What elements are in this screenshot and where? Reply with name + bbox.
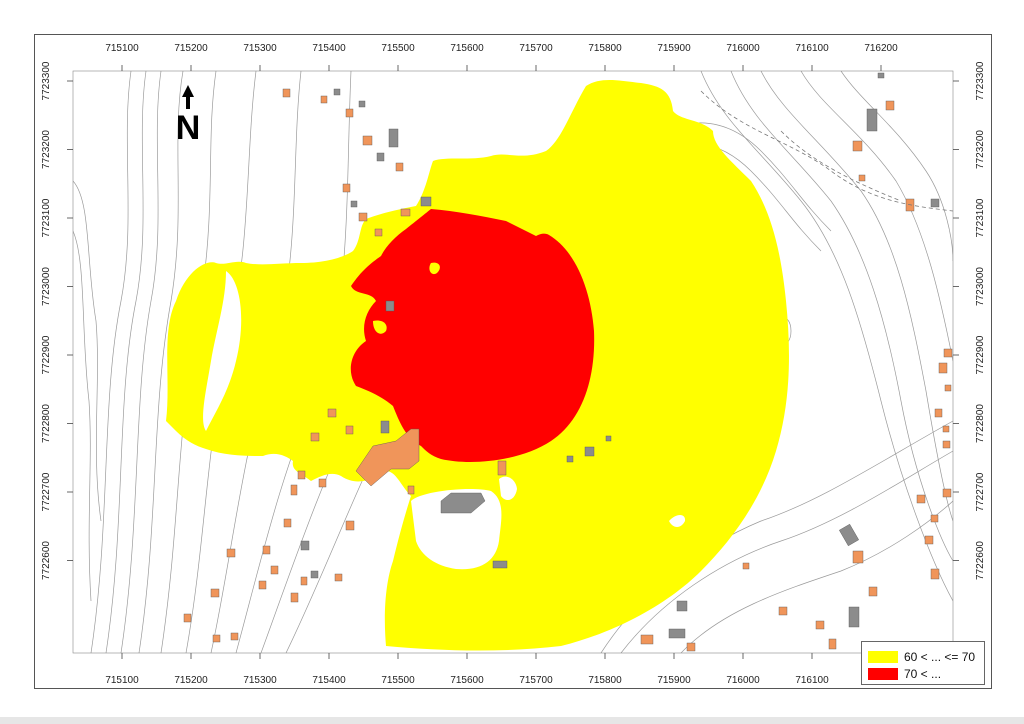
x-tick-label: 715800 bbox=[588, 675, 622, 686]
north-label: N bbox=[175, 109, 201, 145]
legend-label: 60 < ... <= 70 bbox=[904, 650, 976, 664]
x-tick-label: 715300 bbox=[243, 675, 277, 686]
map-frame bbox=[34, 34, 992, 689]
x-tick-label: 715200 bbox=[174, 43, 208, 54]
y-tick-label: 7723200 bbox=[41, 130, 52, 169]
y-tick-label: 7722600 bbox=[975, 541, 986, 580]
y-tick-label: 7723300 bbox=[41, 61, 52, 101]
y-tick-label: 7722900 bbox=[41, 335, 52, 375]
x-tick-label: 716100 bbox=[795, 43, 829, 54]
x-tick-label: 715400 bbox=[312, 43, 346, 54]
legend-item-60-70 bbox=[868, 650, 975, 664]
y-tick-label: 7723000 bbox=[975, 267, 986, 306]
x-tick-label: 715900 bbox=[657, 43, 691, 54]
x-tick-label: 715200 bbox=[174, 675, 208, 686]
x-tick-label: 715400 bbox=[312, 675, 346, 686]
y-tick-label: 7723200 bbox=[975, 130, 986, 169]
x-tick-label: 715300 bbox=[243, 43, 277, 54]
x-tick-label: 716100 bbox=[795, 675, 829, 686]
x-tick-label: 715700 bbox=[519, 675, 553, 686]
north-arrow-icon bbox=[171, 85, 205, 145]
x-tick-label: 715600 bbox=[450, 43, 484, 54]
x-tick-label: 716200 bbox=[864, 43, 898, 54]
y-tick-label: 7722800 bbox=[41, 404, 52, 443]
x-tick-label: 715800 bbox=[588, 43, 622, 54]
y-tick-label: 7723100 bbox=[975, 198, 986, 238]
legend-label: 70 < ... bbox=[904, 667, 942, 681]
x-tick-label: 715900 bbox=[657, 675, 691, 686]
y-tick-label: 7723100 bbox=[41, 198, 52, 238]
x-tick-label: 715100 bbox=[105, 43, 139, 54]
x-tick-label: 716000 bbox=[726, 675, 760, 686]
page-bottom-rule bbox=[0, 717, 1024, 724]
legend-swatch-red bbox=[868, 668, 898, 680]
y-tick-label: 7722600 bbox=[41, 541, 52, 580]
x-tick-label: 715500 bbox=[381, 43, 415, 54]
y-tick-label: 7722700 bbox=[41, 472, 52, 512]
y-tick-label: 7723300 bbox=[975, 61, 986, 101]
x-tick-label: 715500 bbox=[381, 675, 415, 686]
x-axis-top bbox=[105, 43, 898, 71]
legend bbox=[861, 641, 985, 685]
y-axis-left bbox=[41, 61, 73, 580]
x-tick-label: 715700 bbox=[519, 43, 553, 54]
y-tick-label: 7722700 bbox=[975, 472, 986, 512]
legend-item-above-70 bbox=[868, 667, 941, 681]
y-tick-label: 7722800 bbox=[975, 404, 986, 443]
y-axis-right bbox=[953, 61, 986, 580]
x-axis-bottom bbox=[105, 653, 898, 686]
y-tick-label: 7722900 bbox=[975, 335, 986, 375]
x-tick-label: 715100 bbox=[105, 675, 139, 686]
y-tick-label: 7723000 bbox=[41, 267, 52, 306]
x-tick-label: 716000 bbox=[726, 43, 760, 54]
legend-swatch-yellow bbox=[868, 651, 898, 663]
x-tick-label: 715600 bbox=[450, 675, 484, 686]
